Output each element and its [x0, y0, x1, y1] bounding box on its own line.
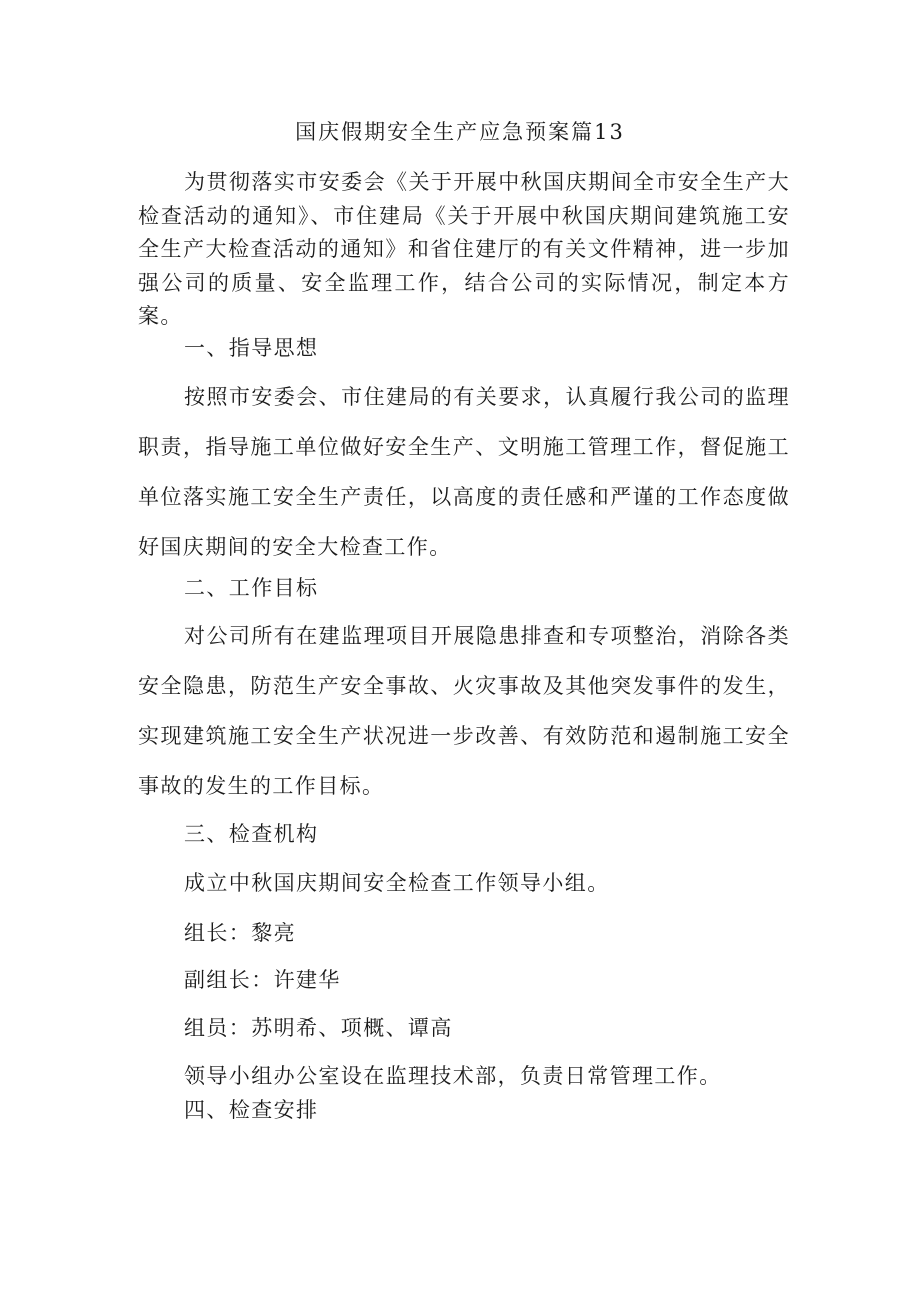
section1-heading: 一、指导思想: [184, 336, 319, 360]
section2-body: 对公司所有在建监理项目开展隐患排查和专项整治，消除各类安全隐患，防范生产安全事故、火灾事故及其他突发事件的发生，实现建筑施工安全生产状况进一步改善、有效防范和遏制施工安全事故的发生的工作目标。: [138, 624, 790, 798]
section2-heading: 二、工作目标: [184, 576, 319, 600]
section3-leader: 组长：黎亮: [184, 921, 296, 945]
section1-body: 按照市安委会、市住建局的有关要求，认真履行我公司的监理职责，指导施工单位做好安全生产、文明施工管理工作，督促施工单位落实施工安全生产责任，以高度的责任感和严谨的工作态度做好国庆期间的安全大检查工作。: [138, 385, 790, 559]
section3-deputy: 副组长：许建华: [184, 968, 341, 992]
section3-line1: 成立中秋国庆期间安全检查工作领导小组。: [184, 871, 610, 895]
section3-office: 领导小组办公室设在监理技术部，负责日常管理工作。: [184, 1064, 722, 1088]
section3-heading: 三、检查机构: [184, 822, 319, 846]
section3-members: 组员：苏明希、项概、谭高: [184, 1016, 453, 1040]
document-title: 国庆假期安全生产应急预案篇13: [295, 120, 625, 144]
intro-paragraph: 为贯彻落实市安委会《关于开展中秋国庆期间全市安全生产大检查活动的通知》、市住建局《关于开展中秋国庆期间建筑施工安全生产大检查活动的通知》和省住建厅的有关文件精神，进一步加强公司的质量、安全监理工作，结合公司的实际情况，制定本方案。: [138, 170, 790, 328]
section4-heading: 四、检查安排: [184, 1098, 319, 1122]
